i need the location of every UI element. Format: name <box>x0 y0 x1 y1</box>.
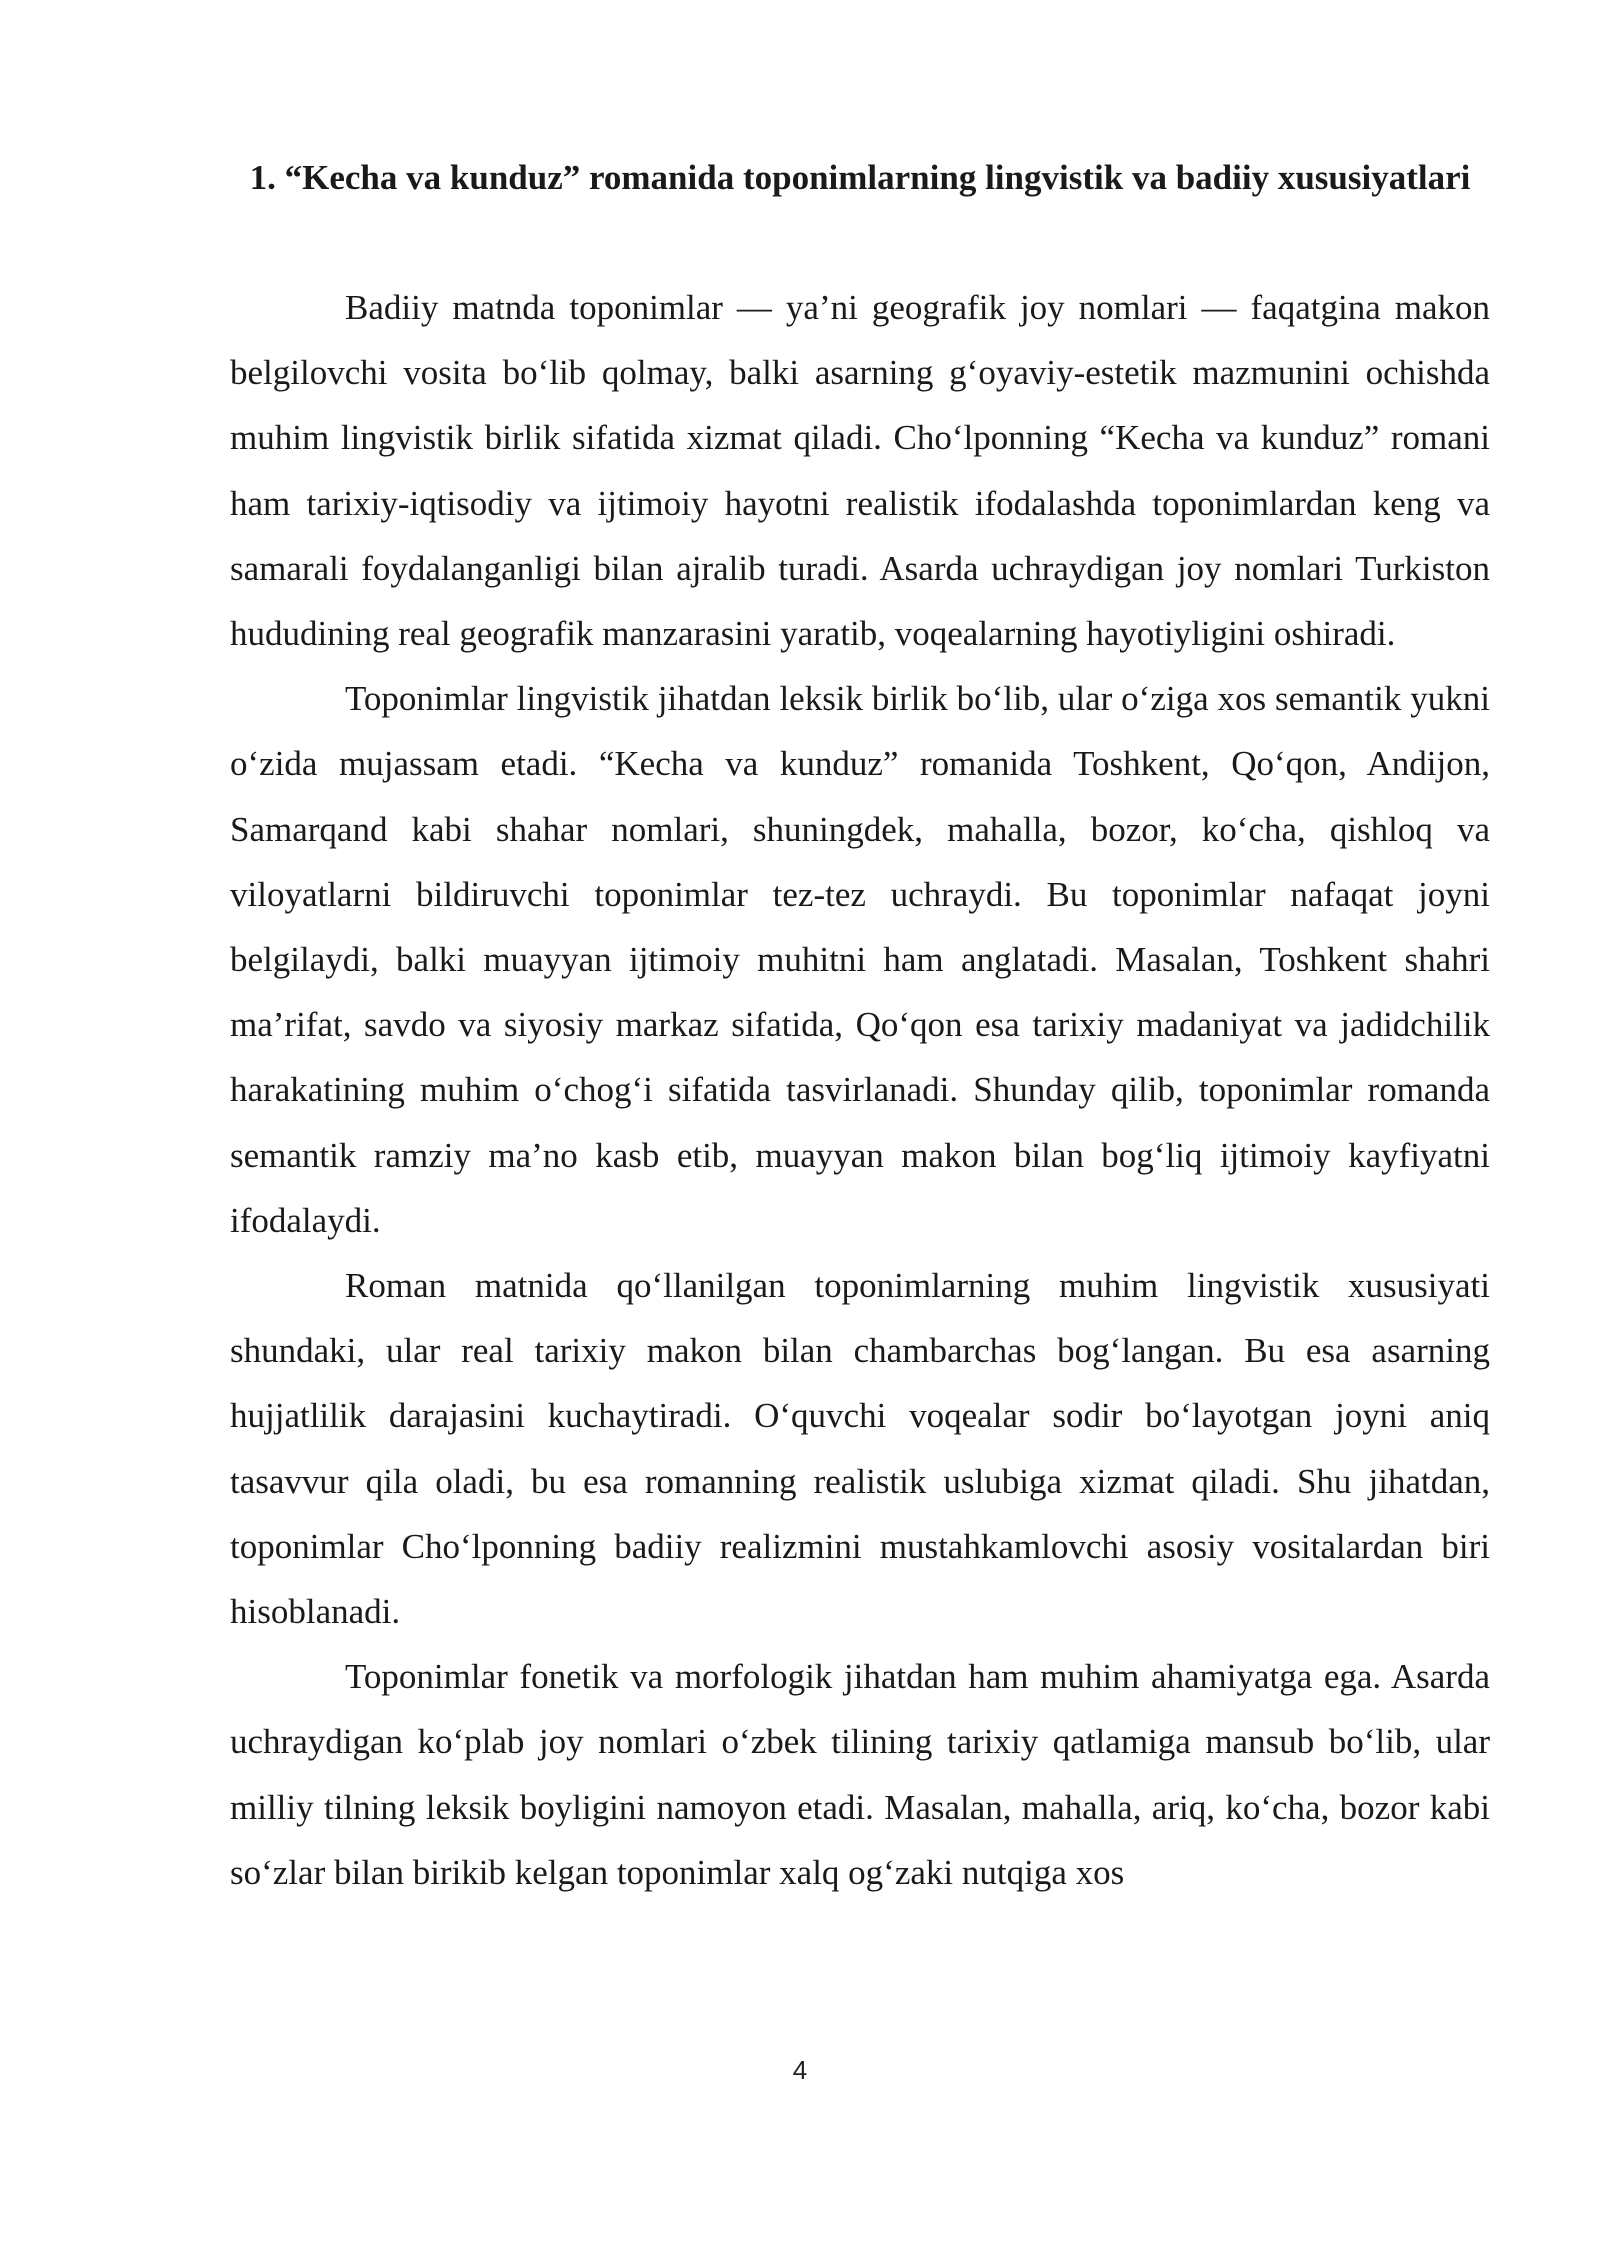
paragraph: Roman matnida qo‘llanilgan toponimlarning muhim lingvistik xususiyati shundaki, ular real tarixiy makon bilan chambarchas bog‘langan. Bu esa asarning hujjatlilik darajasini kuchaytiradi. O‘quvchi voqealar sodir bo‘layotgan joyni aniq tasavvur qila oladi, bu esa romanning realistik uslubiga xizmat qiladi. Shu jihatdan, toponimlar Cho‘lponning badiiy realizmini mustahkamlovchi asosiy vositalardan biri hisoblanadi. <box>230 1266 1490 1632</box>
paragraph: Badiiy matnda toponimlar — ya’ni geografik joy nomlari — faqatgina makon belgilovchi vosita bo‘lib qolmay, balki asarning g‘oyaviy-estetik mazmunini ochishda muhim lingvistik birlik sifatida xizmat qiladi. Cho‘lponning “Kecha va kunduz” romani ham tarixiy-iqtisodiy va ijtimoiy hayotni realistik ifodalashda toponimlardan keng va samarali foydalanganligi bilan ajralib turadi. Asarda uchraydigan joy nomlari Turkiston hududining real geografik manzarasini yaratib, voqealarning hayotiyligini oshiradi. <box>230 288 1490 654</box>
body-text <box>230 275 1490 1905</box>
paragraph: Toponimlar fonetik va morfologik jihatdan ham muhim ahamiyatga ega. Asarda uchraydigan ko‘plab joy nomlari o‘zbek tilining tarixiy qatlamiga mansub bo‘lib, ular milliy tilning leksik boyligini namoyon etadi. Masalan, mahalla, ariq, ko‘cha, bozor kabi so‘zlar bilan birikib kelgan toponimlar xalq og‘zaki nutqiga xos <box>230 1657 1490 1892</box>
section-title: 1. “Kecha va kunduz” romanida toponimlarning lingvistik va badiiy xususiyatlari <box>249 158 1471 197</box>
paragraph: Toponimlar lingvistik jihatdan leksik birlik bo‘lib, ular o‘ziga xos semantik yukni o‘zida mujassam etadi. “Kecha va kunduz” romanida Toshkent, Qo‘qon, Andijon, Samarqand kabi shahar nomlari, shuningdek, mahalla, bozor, ko‘cha, qishloq va viloyatlarni bildiruvchi toponimlar tez-tez uchraydi. Bu toponimlar nafaqat joyni belgilaydi, balki muayyan ijtimoiy muhitni ham anglatadi. Masalan, Toshkent shahri ma’rifat, savdo va siyosiy markaz sifatida, Qo‘qon esa tarixiy madaniyat va jadidchilik harakatining muhim o‘chog‘i sifatida tasvirlanadi. Shunday qilib, toponimlar romanda semantik ramziy ma’no kasb etib, muayyan makon bilan bog‘liq ijtimoiy kayfiyatni ifodalaydi. <box>230 679 1490 1240</box>
page-number: 4 <box>792 2055 808 2085</box>
